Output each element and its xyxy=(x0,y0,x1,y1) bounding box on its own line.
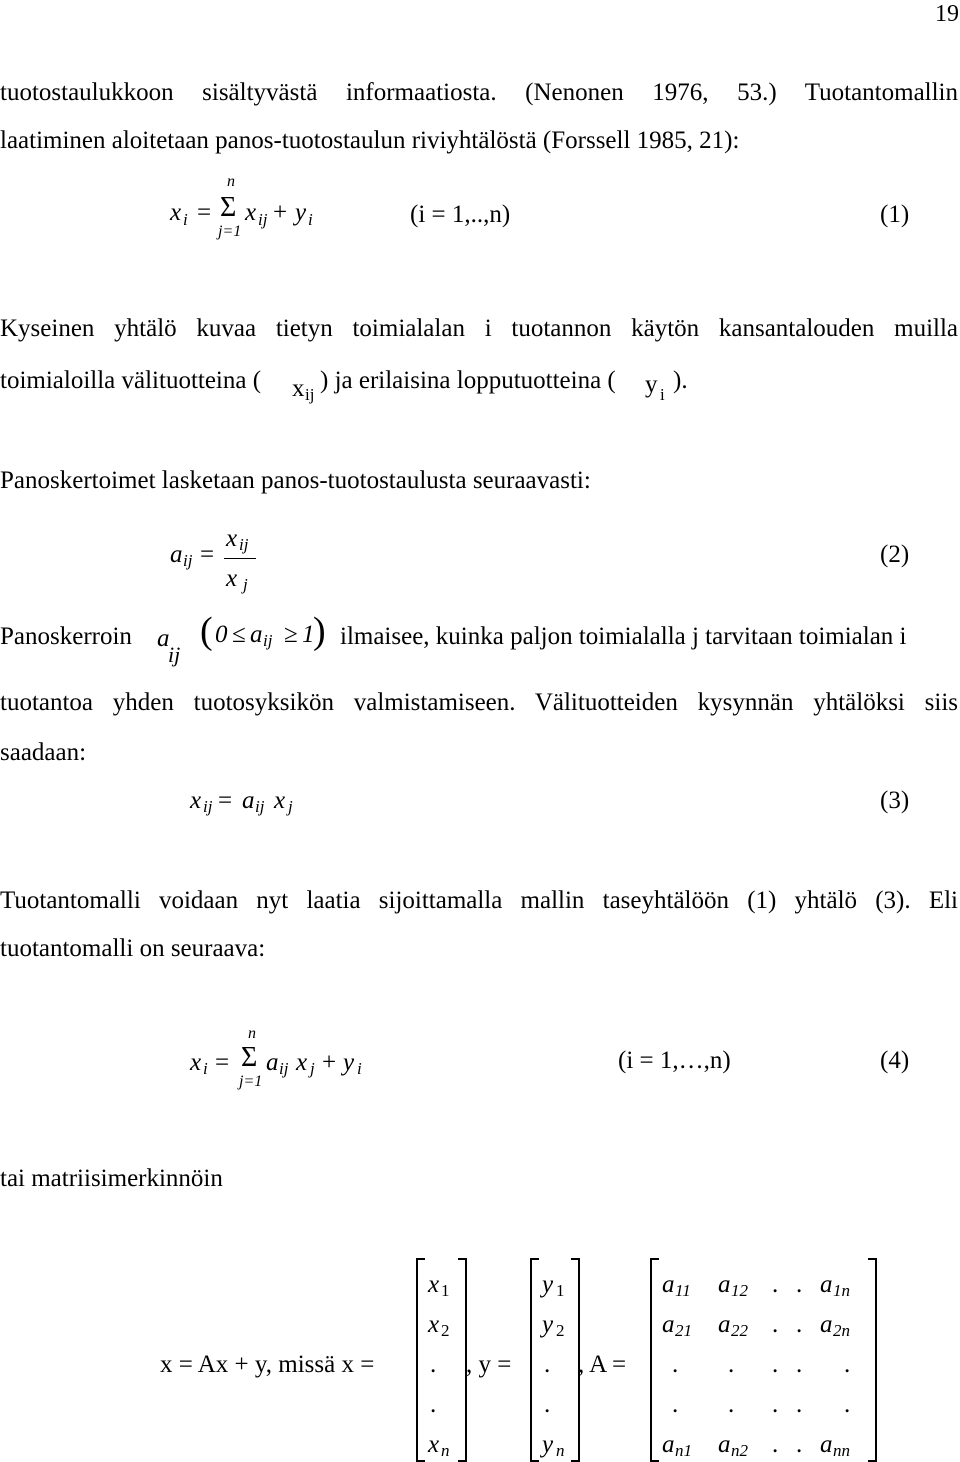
equation-4-number: (4) xyxy=(880,1047,910,1074)
paragraph-6: tai matriisimerkinnöin xyxy=(0,1165,223,1192)
paragraph-4-line-2: tuotantoa yhden tuotosyksikön valmistamiseen. Välituotteiden kysynnän yhtälöksi siis xyxy=(0,689,958,716)
equation-3-number: (3) xyxy=(880,787,910,814)
A-matrix-left-bracket xyxy=(650,1258,659,1462)
paragraph-1-line-2: laatiminen aloitetaan panos-tuotostaulun riviyhtälöstä (Forssell 1985, 21): xyxy=(0,127,740,154)
y-vector-left-bracket xyxy=(530,1258,539,1462)
page-number: 19 xyxy=(935,1,959,27)
equation-1-number: (1) xyxy=(880,201,910,228)
A-matrix-label: , A = xyxy=(578,1351,627,1378)
equation-2-number: (2) xyxy=(880,541,910,568)
x-vector-left-bracket xyxy=(416,1258,425,1462)
paragraph-5-line-1: Tuotantomalli voidaan nyt laatia sijoittamalla mallin taseyhtälöön (1) yhtälö (3). Eli xyxy=(0,887,958,914)
paragraph-3: Panoskertoimet lasketaan panos-tuotostaulusta seuraavasti: xyxy=(0,467,591,494)
equation-1-condition: (i = 1,..,n) xyxy=(410,201,511,228)
A-matrix-right-bracket xyxy=(868,1258,877,1462)
paragraph-4-line-3: saadaan: xyxy=(0,739,87,766)
sum-symbol: Σ xyxy=(241,1042,258,1073)
equation-4-condition: (i = 1,…,n) xyxy=(618,1047,731,1074)
sum-symbol: Σ xyxy=(220,192,237,223)
paragraph-1-line-1: tuotostaulukkoon sisältyvästä informaatiosta. (Nenonen 1976, 53.) Tuotantomallin xyxy=(0,79,958,106)
equation-5-lhs: x = Ax + y, missä x = xyxy=(160,1351,375,1378)
y-vector-label: , y = xyxy=(466,1351,512,1378)
paragraph-5-line-2: tuotantomalli on seuraava: xyxy=(0,935,266,962)
fraction-bar xyxy=(224,558,256,559)
paragraph-2-line-1: Kyseinen yhtälö kuvaa tietyn toimialalan i tuotannon käytön kansantalouden muilla xyxy=(0,315,958,342)
